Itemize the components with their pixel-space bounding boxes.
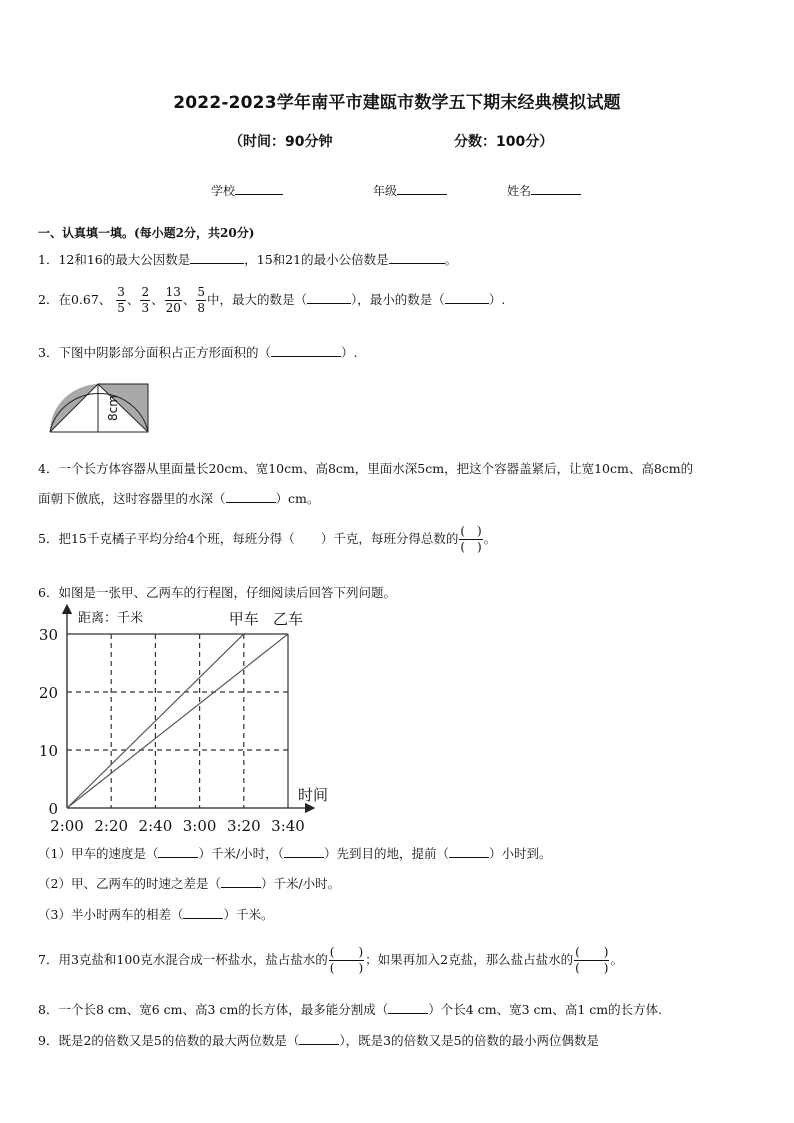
- series-label: 甲车: [228, 610, 259, 628]
- section-heading: 一、认真填一填。(每小题2分，共20分): [38, 226, 255, 240]
- q2-frac-den: 5: [117, 301, 125, 315]
- q6-sub3-b: ）千米。: [223, 907, 274, 922]
- series-line-2: [67, 634, 288, 808]
- q2-fraction: [140, 285, 150, 316]
- x-axis-title: 时间: [298, 786, 329, 804]
- page-title: 2022-2023学年南平市建瓯市数学五下期末经典模拟试题: [173, 93, 621, 113]
- q2-frac-num: 3: [117, 285, 125, 299]
- q7-text-b: ；如果再加入2克盐，那么盐占盐水的: [365, 952, 574, 967]
- q2-frac-den: 3: [141, 301, 150, 315]
- q5-text-end: 。: [483, 531, 497, 546]
- question-3: [38, 343, 357, 361]
- name-blank[interactable]: [531, 182, 581, 195]
- q7-fraction-2[interactable]: [574, 945, 609, 976]
- q1-text-a: 1．12和16的最大公因数是: [38, 252, 191, 267]
- q2-frac-num: 5: [197, 285, 206, 299]
- x-tick-label: 2:40: [138, 817, 173, 835]
- question-6-sub3: [38, 905, 273, 923]
- q5-frac-den: ( ): [460, 540, 482, 554]
- x-tick-label: 3:40: [271, 817, 305, 835]
- q6-sub1-blank-3[interactable]: [449, 845, 489, 858]
- q2-frac-den: 20: [165, 301, 181, 315]
- q2-frac-num: 2: [141, 285, 150, 299]
- q2-prefix: 2．在0.67、: [38, 292, 112, 307]
- q7-frac-num: ( ): [575, 945, 609, 959]
- question-7: [38, 945, 623, 976]
- exam-score: 分数：100分）: [454, 134, 554, 150]
- q9-blank[interactable]: [299, 1032, 339, 1045]
- y-tick-label: 0: [48, 800, 58, 818]
- q1-text-c: 。: [444, 252, 458, 267]
- q6-sub2-b: ）千米/小时。: [260, 876, 341, 891]
- q8-text-b: ）个长4 cm、宽3 cm、高1 cm的长方体.: [428, 1002, 663, 1017]
- q7-text-a: 7．用3克盐和100克水混合成一杯盐水，盐占盐水的: [38, 952, 328, 967]
- question-6-sub1: [38, 844, 551, 862]
- q3-text-b: ）.: [340, 345, 358, 360]
- question-6-intro: 6．如图是一张甲、乙两车的行程图，仔细阅读后回答下列问题。: [38, 585, 396, 600]
- x-tick-label: 2:00: [50, 817, 84, 835]
- q3-text-a: 3．下图中阴影部分面积占正方形面积的（: [38, 345, 271, 360]
- question-8: [38, 1000, 662, 1018]
- x-tick-label: 3:00: [182, 817, 217, 835]
- question-5: [38, 524, 496, 555]
- q1-text-b: ，15和21的最小公倍数是: [244, 252, 389, 267]
- q6-sub1-d: ）小时到。: [488, 846, 552, 861]
- travel-chart: [30, 603, 340, 838]
- q3-blank[interactable]: [271, 344, 341, 357]
- q5-fraction[interactable]: [459, 524, 482, 555]
- q8-blank[interactable]: [388, 1001, 428, 1014]
- q4-text-b: ）cm。: [275, 491, 320, 506]
- q2-blank-1[interactable]: [307, 291, 351, 304]
- q6-sub1-blank-2[interactable]: [284, 845, 324, 858]
- school-field: [211, 182, 283, 199]
- q6-sub2-a: （2）甲、乙两车的时速之差是（: [38, 876, 221, 891]
- question-2: [38, 285, 505, 316]
- q4-text-a: 面朝下倣底，这时容器里的水深（: [38, 491, 226, 506]
- x-tick-label: 2:20: [94, 817, 129, 835]
- q7-frac-den: ( ): [329, 961, 364, 975]
- question-6-sub2: [38, 874, 340, 892]
- q9-text-a: 9．既是2的倍数又是5的倍数的最大两位数是（: [38, 1033, 300, 1048]
- x-tick-label: 3:20: [226, 817, 261, 835]
- question-4-line1: 4．一个长方体容器从里面量长20cm、宽10cm、高8cm，里面水深5cm，把这个容器盖紧后，让宽10cm、高8cm的: [38, 461, 694, 476]
- q6-sub1-b: ）千米/小时，（: [198, 846, 284, 861]
- y-tick-label: 10: [38, 742, 58, 760]
- name-field: [507, 182, 581, 199]
- school-blank[interactable]: [235, 182, 283, 195]
- grade-label: 年级: [373, 184, 398, 198]
- question-1: [38, 250, 457, 268]
- y-tick-label: 20: [38, 684, 58, 702]
- q4-blank[interactable]: [226, 490, 276, 503]
- q2-fraction: [165, 285, 182, 316]
- q6-sub3-blank[interactable]: [183, 906, 223, 919]
- question-4-line2: [38, 489, 319, 507]
- q3-figure: [46, 380, 152, 436]
- q2-frac-num: 13: [165, 285, 181, 299]
- y-axis-title: 距离：千米: [78, 611, 144, 626]
- grade-field: [373, 182, 447, 199]
- q9-text-b: ），既是3的倍数又是5的倍数的最小两位偶数是: [339, 1033, 600, 1048]
- exam-time: （时间：90分钟: [229, 134, 333, 150]
- q2-text-end: ）.: [488, 292, 506, 307]
- q2-fraction: [116, 285, 126, 316]
- y-tick-label: 30: [38, 626, 58, 644]
- q6-sub1-a: （1）甲车的速度是（: [38, 846, 159, 861]
- q2-sep: 、: [151, 292, 164, 307]
- grade-blank[interactable]: [397, 182, 447, 195]
- q1-blank-2[interactable]: [389, 251, 445, 264]
- q3-side-label: 8cm: [106, 395, 120, 421]
- q7-text-end: 。: [610, 952, 623, 967]
- q5-text-b: ）千克，每班分得总数的: [320, 531, 459, 546]
- q6-sub1-c: ）先到目的地，提前（: [323, 846, 449, 861]
- q2-sep: 、: [182, 292, 196, 307]
- q2-text-mid2: ），最小的数是（: [351, 292, 445, 307]
- school-label: 学校: [211, 184, 236, 198]
- q8-text-a: 8．一个长8 cm、宽6 cm、高3 cm的长方体，最多能分割成（: [38, 1002, 389, 1017]
- q2-frac-den: 8: [197, 301, 206, 315]
- series-label: 乙车: [272, 610, 304, 628]
- q7-frac-num: ( ): [329, 945, 364, 959]
- q6-sub3-a: （3）半小时两车的相差（: [38, 907, 184, 922]
- q5-text-a: 5．把15千克橘子平均分给4个班，每班分得（: [38, 531, 295, 546]
- name-label: 姓名: [507, 184, 532, 198]
- q7-fraction-1[interactable]: [329, 945, 364, 976]
- q2-sep: 、: [126, 292, 140, 307]
- q2-blank-2[interactable]: [445, 291, 489, 304]
- question-9: [38, 1031, 599, 1049]
- q7-frac-den: ( ): [575, 961, 609, 975]
- q2-fraction: [196, 285, 206, 316]
- q5-frac-num: ( ): [460, 524, 482, 538]
- q1-blank-1[interactable]: [190, 251, 244, 264]
- q6-sub2-blank[interactable]: [221, 875, 261, 888]
- q2-text-mid: 中，最大的数是（: [207, 292, 308, 307]
- q6-sub1-blank-1[interactable]: [158, 845, 198, 858]
